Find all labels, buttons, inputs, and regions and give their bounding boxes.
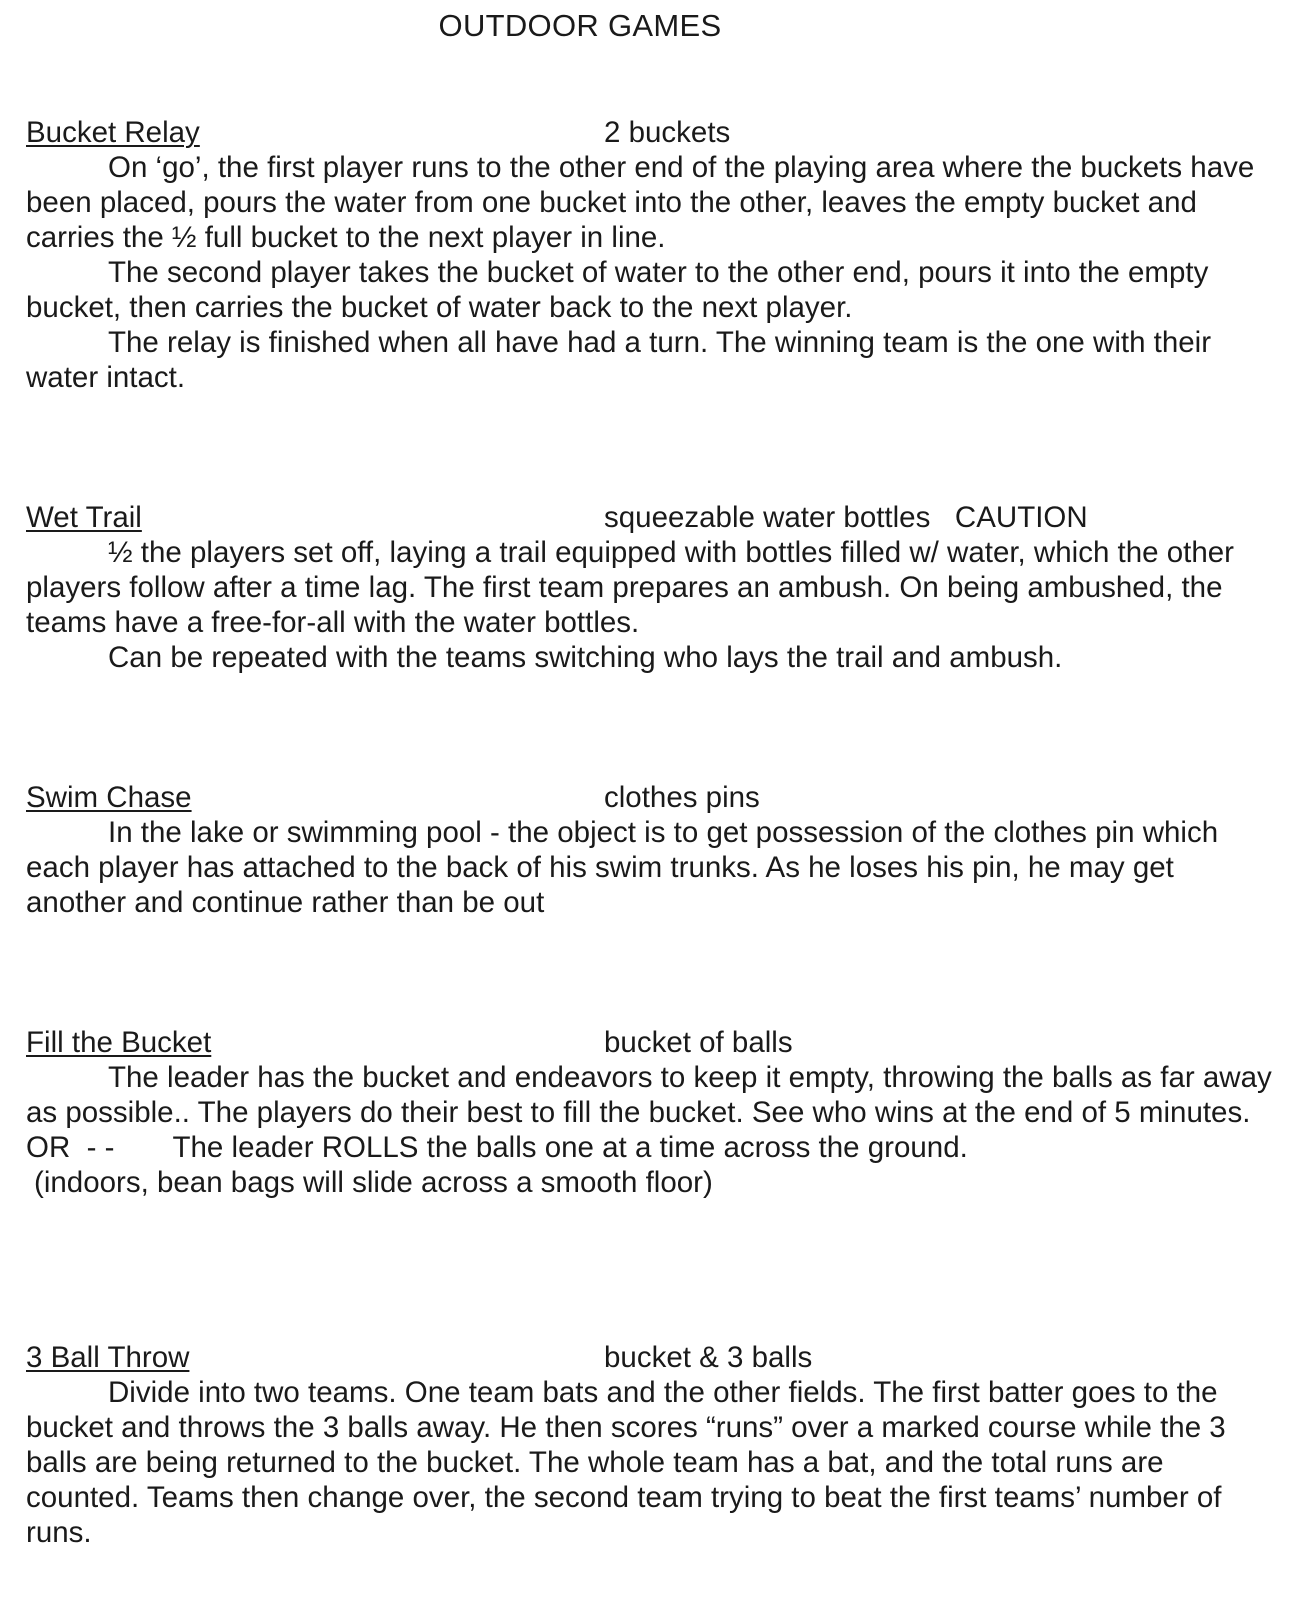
game-section <box>26 1025 1276 1200</box>
game-paragraph <box>26 255 1276 325</box>
game-note <box>26 1165 1276 1200</box>
paragraph-text: Can be repeated with the teams switching who lays the trail and ambush. <box>108 641 1063 674</box>
game-materials: bucket of balls <box>604 1026 793 1059</box>
game-name: 3 Ball Throw <box>26 1341 190 1374</box>
game-paragraph <box>26 325 1276 395</box>
game-paragraph <box>26 535 1276 640</box>
paragraph-text: The leader has the bucket and endeavors to keep it empty, throwing the balls as far away as possible.. The players do their best to fill the bucket. See who wins at the end of 5 minutes. <box>26 1061 1272 1129</box>
note-text: (indoors, bean bags will slide across a smooth floor) <box>34 1166 713 1199</box>
paragraph-text: ½ the players set off, laying a trail equipped with bottles filled w/ water, which the other players follow after a time lag. The first team prepares an ambush. On being ambushed, the teams have a free-for-all with the water bottles. <box>26 536 1234 639</box>
game-materials: clothes pins <box>604 781 760 814</box>
page-title: OUTDOOR GAMES <box>438 8 722 43</box>
game-alternative <box>26 1130 1276 1165</box>
game-header <box>26 1340 1276 1375</box>
game-paragraph <box>26 150 1276 255</box>
paragraph-text: Divide into two teams. One team bats and the other fields. The first batter goes to the bucket and throws the 3 balls away. He then scores “runs” over a marked course while the 3 balls are being returned to the bucket. The whole team has a bat, and the total runs are counted. Teams then change over, the second team trying to beat the first teams’ number of runs. <box>26 1376 1226 1549</box>
game-section <box>26 500 1276 675</box>
game-section <box>26 780 1276 920</box>
game-materials: squeezable water bottles CAUTION <box>604 501 1088 534</box>
game-materials: 2 buckets <box>604 116 731 149</box>
paragraph-text: The relay is finished when all have had a turn. The winning team is the one with their water intact. <box>26 326 1212 394</box>
paragraph-text: On ‘go’, the first player runs to the other end of the playing area where the buckets have been placed, pours the water from one bucket into the other, leaves the empty bucket and carries the ½ full bucket to the next player in line. <box>26 151 1255 254</box>
paragraph-text: In the lake or swimming pool - the object is to get possession of the clothes pin which each player has attached to the back of his swim trunks. As he loses his pin, he may get another and continue rather than be out <box>26 816 1219 919</box>
game-paragraph <box>26 640 1276 675</box>
game-paragraph <box>26 815 1276 920</box>
or-label: OR - - <box>26 1131 115 1164</box>
game-header <box>26 1025 1276 1060</box>
game-header <box>26 780 1276 815</box>
game-paragraph <box>26 1375 1276 1550</box>
paragraph-text: The second player takes the bucket of water to the other end, pours it into the empty bucket, then carries the bucket of water back to the next player. <box>26 256 1209 324</box>
game-name: Bucket Relay <box>26 116 200 149</box>
game-section <box>26 115 1276 395</box>
game-name: Swim Chase <box>26 781 192 814</box>
game-materials: bucket & 3 balls <box>604 1341 813 1374</box>
game-paragraph <box>26 1060 1276 1130</box>
game-name: Fill the Bucket <box>26 1026 212 1059</box>
or-text: The leader ROLLS the balls one at a time across the ground. <box>172 1131 968 1164</box>
game-section <box>26 1340 1276 1550</box>
game-header <box>26 500 1276 535</box>
game-header <box>26 115 1276 150</box>
game-name: Wet Trail <box>26 501 142 534</box>
